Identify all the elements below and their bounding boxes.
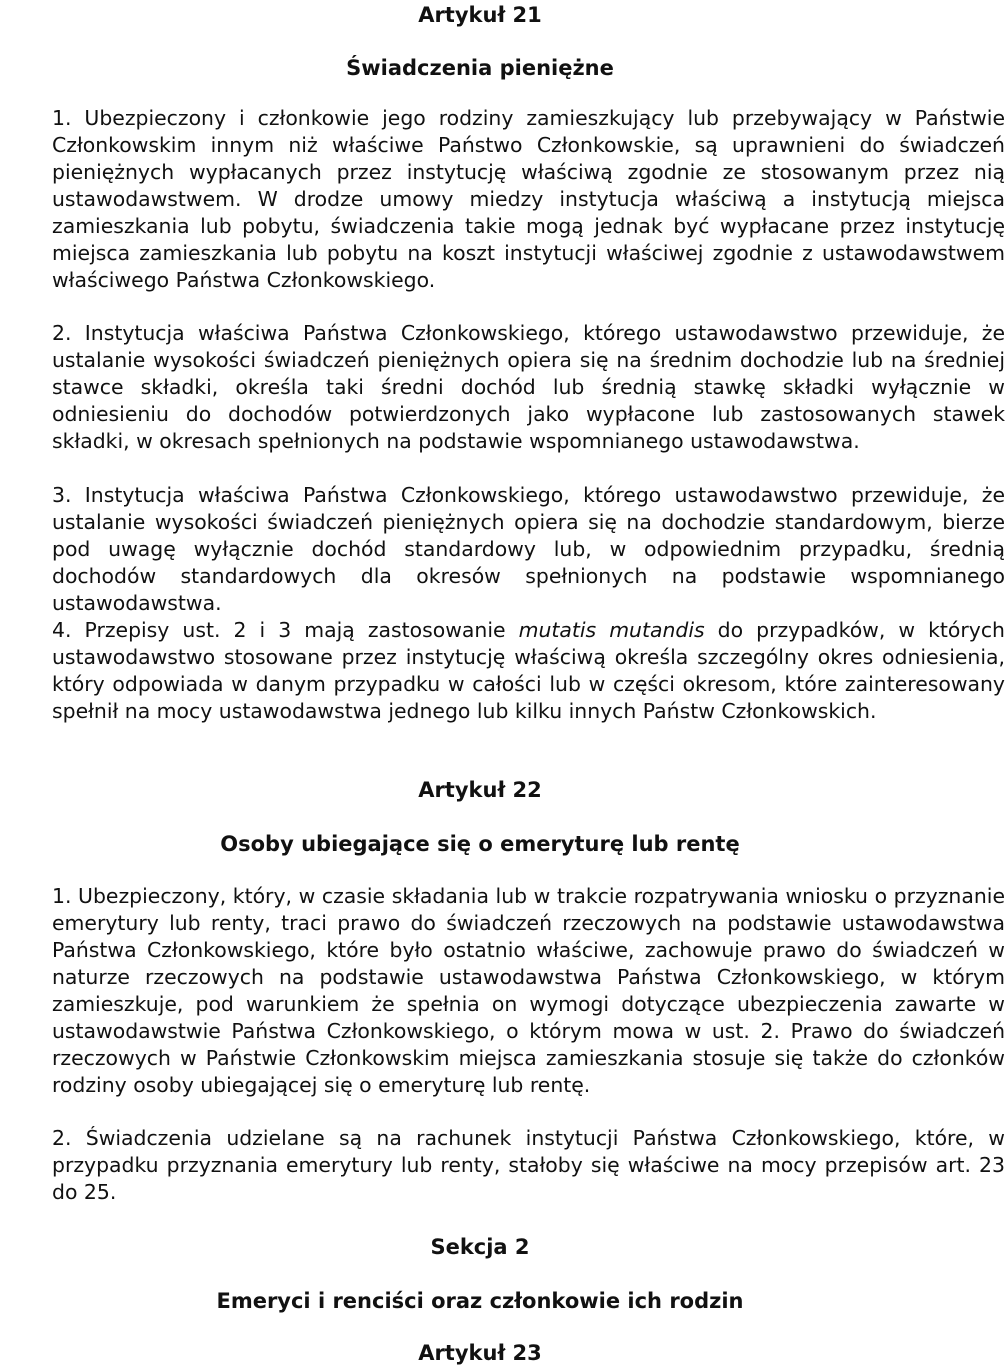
article-21-paragraph-4: [5, 617, 1005, 725]
article-21-paragraph-3: 3. Instytucja właściwa Państwa Członkowskiego, którego ustawodawstwo przewiduje, że ustalanie wysokości świadczeń pieniężnych opiera się na dochodzie standardowym, bierze pod uwagę wyłącznie dochód standardowy lub, w odpowiednim przypadku, średnią dochodów standardowych dla okresów spełnionych na podstawie wspomnianego ustawodawstwa.: [52, 483, 1005, 615]
article-22-heading: Artykuł 22: [418, 778, 542, 802]
article-22-paragraph-1: 1. Ubezpieczony, który, w czasie składania lub w trakcie rozpatrywania wniosku o przyznanie emerytury lub renty, traci prawo do świadczeń rzeczowych na podstawie ustawodawstwa Państwa Członkowskiego, które było ostatnio właściwe, zachowuje prawo do świadczeń w naturze rzeczowych na podstawie ustawodawstwa Państwa Członkowskiego, w którym zamieszkuje, pod warunkiem że spełnia on wymogi dotyczące ubezpieczenia zawarte w ustawodawstwie Państwa Członkowskiego, o którym mowa w ust. 2. Prawo do świadczeń rzeczowych w Państwie Członkowskim miejsca zamieszkania stosuje się także do członków rodziny osoby ubiegającej się o emeryturę lub rentę.: [52, 884, 1005, 1097]
article-23-heading: Artykuł 23: [418, 1341, 542, 1365]
section-2-heading: Sekcja 2: [430, 1235, 530, 1259]
article-22-paragraph-2: 2. Świadczenia udzielane są na rachunek instytucji Państwa Członkowskiego, które, w przypadku przyznania emerytury lub renty, stałoby się właściwe na mocy przepisów art. 23 do 25.: [52, 1126, 1005, 1204]
latin-phrase: mutatis mutandis: [518, 618, 705, 642]
article-21-paragraph-2: 2. Instytucja właściwa Państwa Członkowskiego, którego ustawodawstwo przewiduje, że ustalanie wysokości świadczeń pieniężnych opiera się na średnim dochodzie lub na średniej stawce składki, określa taki średni dochód lub średnią stawkę składki wyłącznie w odniesieniu do dochodów potwierdzonych jako wypłacone lub zastosowanych stawek składki, w okresach spełnionych na podstawie wspomnianego ustawodawstwa.: [52, 321, 1005, 453]
article-21-title: Świadczenia pieniężne: [346, 56, 614, 80]
article-21-paragraph-1: 1. Ubezpieczony i członkowie jego rodziny zamieszkujący lub przebywający w Państwie Członkowskim innym niż właściwe Państwo Członkowskie, są uprawnieni do świadczeń pieniężnych wypłacanych przez instytucję właściwą zgodnie ze stosowanym przez nią ustawodawstwem. W drodze umowy miedzy instytucja właściwą a instytucją miejsca zamieszkania lub pobytu, świadczenia takie mogą jednak być wypłacane przez instytucję miejsca zamieszkania lub pobytu na koszt instytucji właściwej zgodnie z ustawodawstwem właściwego Państwa Członkowskiego.: [52, 106, 1005, 292]
article-21-heading: Artykuł 21: [418, 3, 542, 27]
section-2-title: Emeryci i renciści oraz członkowie ich rodzin: [216, 1289, 744, 1313]
paragraph-4-text-start: 4. Przepisy ust. 2 i 3 mają zastosowanie: [52, 618, 519, 642]
paragraph-4-text-end: do przypadków, w których ustawodawstwo stosowane przez instytucję właściwą określa szczególny okres odniesienia, który odpowiada w danym przypadku w całości lub w części okresom, które zainteresowany spełnił na mocy ustawodawstwa jednego lub kilku innych Państw Członkowskich.: [52, 618, 1005, 723]
article-22-title: Osoby ubiegające się o emeryturę lub rentę: [220, 832, 740, 856]
